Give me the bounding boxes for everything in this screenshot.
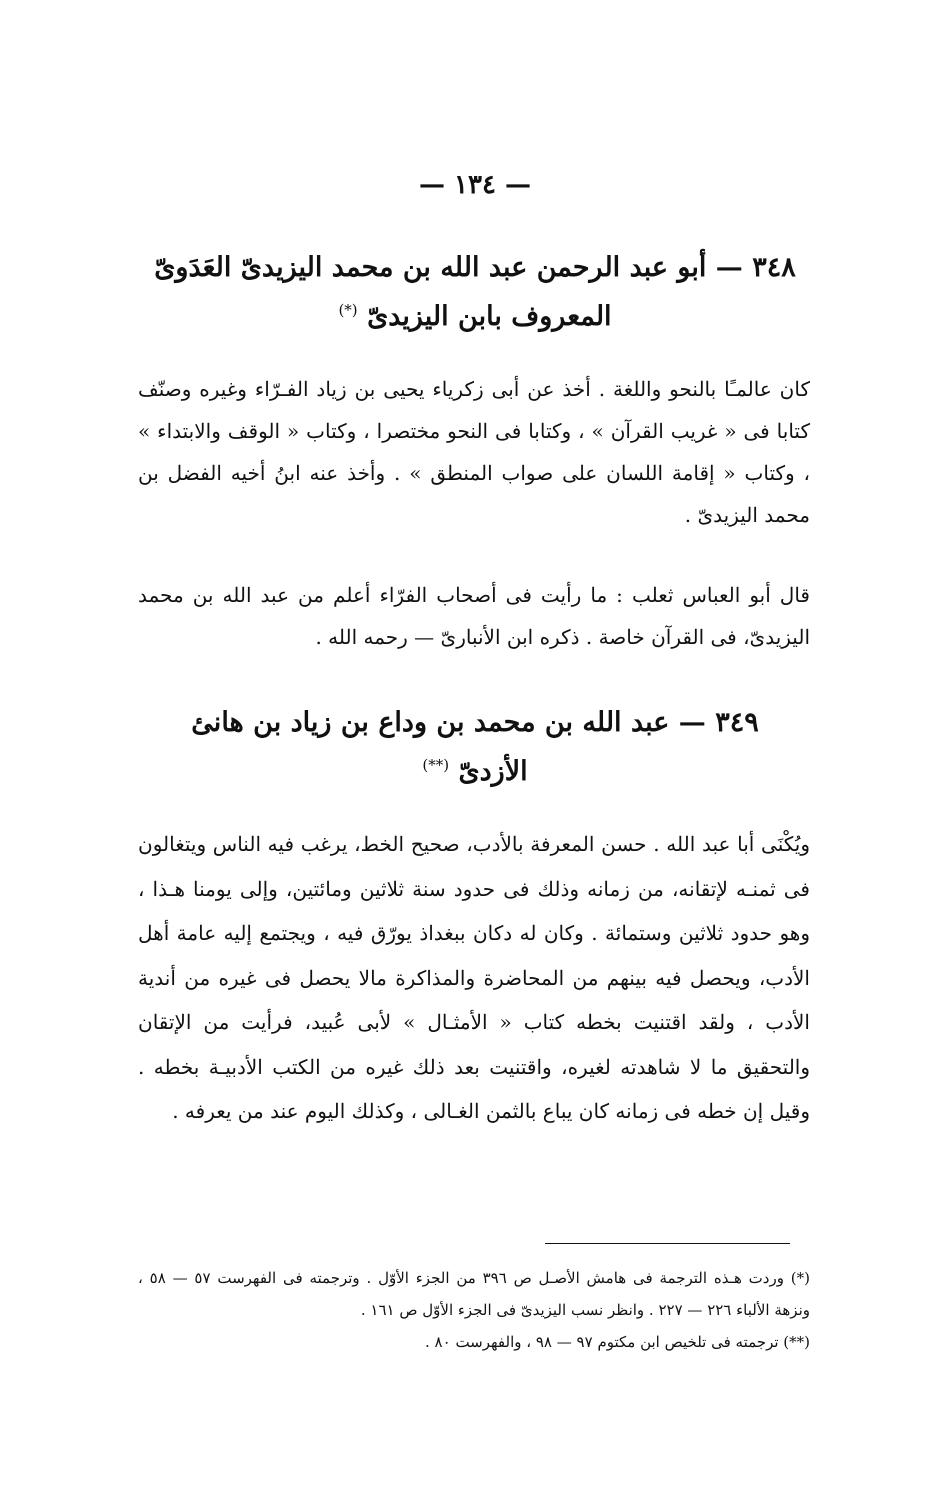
entry-title-line2 [130, 299, 820, 334]
page-number: — ١٣٤ — [418, 170, 532, 200]
entry-title-line1: ٣٤٨ — أبو عبد الرحمن عبد الله بن محمد اليزيدىّ العَدَوىّ [154, 252, 796, 283]
footnote: (*) وردت هـذه الترجمة فى هامش الأصـل ص ٣٩٦ من الجزء الأوّل . وترجمته فى الفهرست ٥٧ — ٥٨ ، ونزهة الألباء ٢٢٦ — ٢٢٧ . وانظر نسب اليزيدىّ فى الجزء الأوّل ص ١٦١ . [138, 1269, 810, 1319]
entry-paragraph: كان عالمـًا بالنحو واللغة . أخذ عن أبى زكرياء يحيى بن زياد الفـرّاء وغيره وصنّف كتابا فى « غريب القرآن » ، وكتابا فى النحو مختصرا ، وكتاب « الوقف والابتداء » ، وكتاب « إقامة اللسان على صواب المنطق » . وأخذ عنه ابنُ أخيه الفضل بن محمد اليزيدىّ . [138, 377, 810, 527]
footnotes [138, 1262, 810, 1358]
entry-title-line2-text: الأزدىّ [458, 756, 528, 788]
entry-title-line2-text: المعروف بابن اليزيدىّ [367, 301, 612, 333]
footnote-divider [545, 1243, 790, 1244]
entry-paragraph: قال أبو العباس ثعلب : ما رأيت فى أصحاب الفرّاء أعلم من عبد الله بن محمد اليزيدىّ، فى القرآن خاصة . ذكره ابن الأنبارىّ — رحمه الله . [138, 583, 810, 649]
entry-heading-348 [130, 250, 820, 334]
entry-paragraph: ويُكْنَى أبا عبد الله . حسن المعرفة بالأدب، صحيح الخط، يرغب فيه الناس ويتغالون فى ثمنـه لإتقانه، من زمانه وذلك فى حدود سنة ثلاثين ومائتين، وإلى يومنا هـذا ، وهو حدود ثلاثين وستمائة . وكان له دكان ببغداذ يورّق فيه ، ويجتمع إليه عامة أهل الأدب، ويحصل فيه بينهم من المحاضرة والمذاكرة مالا يحصل فى غيره من أندية الأدب ، ولقد اقتنيت بخطه كتاب « الأمثـال » لأبى عُبيد، فرأيت من الإتقان والتحقيق ما لا شاهدته لغيره، واقتنيت بعد ذلك غيره من الكتب الأدبيـة بخطه . وقيل إن خطه فى زمانه كان يباع بالثمن الغـالى ، وكذلك اليوم عند من يعرفه . [138, 832, 810, 1123]
footnote: (**) ترجمته فى تلخيص ابن مكتوم ٩٧ — ٩٨ ، والفهرست ٨٠ . [425, 1333, 810, 1351]
entry-heading-349 [130, 705, 820, 789]
entry-title-line2 [130, 754, 820, 789]
entry-title-line1: ٣٤٩ — عبد الله بن محمد بن وداع بن زياد بن هانئ [191, 707, 759, 738]
footnote-mark: (*) [338, 301, 358, 320]
footnote-mark: (**) [422, 756, 450, 775]
